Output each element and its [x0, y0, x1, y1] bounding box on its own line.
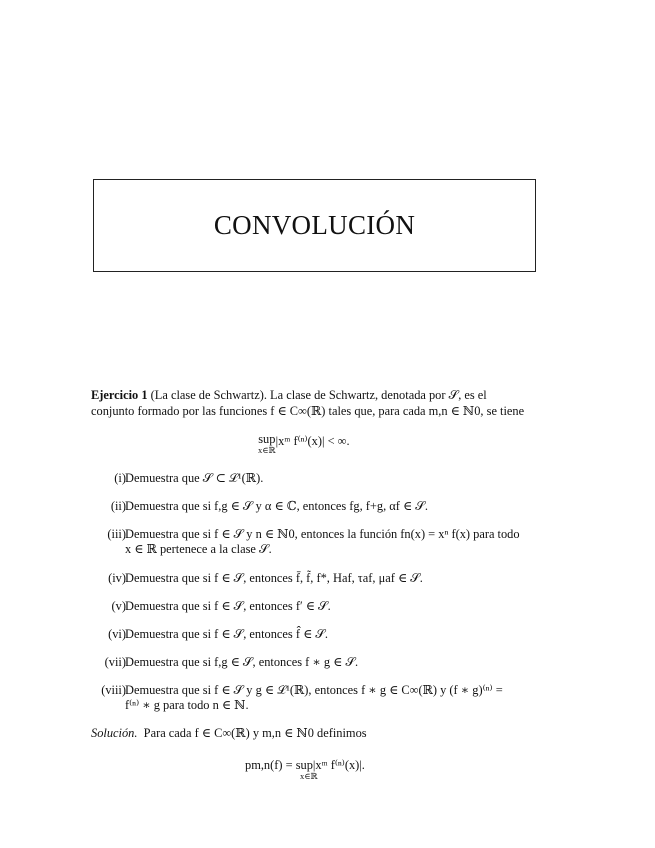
item-label: (i) — [114, 471, 126, 485]
item-label: (iv) — [108, 571, 126, 585]
item-label: (iii) — [107, 527, 126, 541]
item-text: Demuestra que 𝒮 ⊂ ℒ¹(ℝ). — [125, 471, 264, 485]
display-sup-sub: x∈ℝ — [258, 445, 276, 456]
display-right: |xᵐ f⁽ⁿ⁾(x)| < ∞. — [275, 434, 350, 448]
exercise-line-1 — [91, 388, 487, 403]
item-label: (vii) — [104, 655, 126, 669]
solution-display-right: |xᵐ f⁽ⁿ⁾(x)|. — [312, 758, 365, 772]
item-text-cont: x ∈ ℝ pertenece a la clase 𝒮. — [125, 542, 272, 556]
item-text: Demuestra que si f ∈ 𝒮, entonces f̄, f̃, f*, Haf, τaf, μaf ∈ 𝒮. — [125, 571, 423, 585]
item-label: (ii) — [110, 499, 126, 513]
item-text: Demuestra que si f ∈ 𝒮 y n ∈ ℕ0, entonces la función fn(x) = xⁿ f(x) para todo — [125, 527, 520, 541]
display-sup: sup — [258, 432, 276, 446]
chapter-title: CONVOLUCIÓN — [213, 210, 416, 240]
item-text: Demuestra que si f ∈ 𝒮, entonces f̂ ∈ 𝒮. — [125, 627, 329, 641]
item-text: Demuestra que si f ∈ 𝒮, entonces f′ ∈ 𝒮. — [125, 599, 331, 613]
solution-line — [91, 725, 367, 741]
item-text: Demuestra que si f ∈ 𝒮 y g ∈ ℒ¹(ℝ), entonces f ∗ g ∈ C∞(ℝ) y (f ∗ g)⁽ⁿ⁾ = — [125, 683, 503, 697]
solution-display-left: pm,n(f) = sup — [245, 758, 313, 772]
item-text-cont: f⁽ⁿ⁾ ∗ g para todo n ∈ ℕ. — [125, 698, 249, 712]
item-label: (viii) — [101, 683, 126, 697]
chapter-title-box — [93, 179, 536, 272]
exercise-line-2: conjunto formado por las funciones f ∈ C∞(ℝ) tales que, para cada m,n ∈ ℕ0, se tiene — [91, 404, 525, 418]
exercise-display-formula — [258, 433, 350, 455]
solution-display-formula — [245, 757, 365, 781]
item-label: (v) — [111, 599, 126, 613]
solution-text: Para cada f ∈ C∞(ℝ) y m,n ∈ ℕ0 definimos — [143, 726, 367, 740]
solution-label: Solución. — [91, 726, 138, 740]
item-label: (vi) — [108, 627, 126, 641]
item-text: Demuestra que si f,g ∈ 𝒮, entonces f ∗ g ∈ 𝒮. — [125, 655, 359, 669]
solution-sup-sub: x∈ℝ — [300, 771, 318, 781]
exercise-paren: (La clase de Schwartz). — [150, 388, 267, 402]
exercise-line1-rest: La clase de Schwartz, denotada por 𝒮, es el — [270, 388, 487, 402]
exercise-heading: Ejercicio 1 — [91, 388, 148, 402]
item-text: Demuestra que si f,g ∈ 𝒮 y α ∈ ℂ, entonces fg, f+g, αf ∈ 𝒮. — [125, 499, 428, 513]
